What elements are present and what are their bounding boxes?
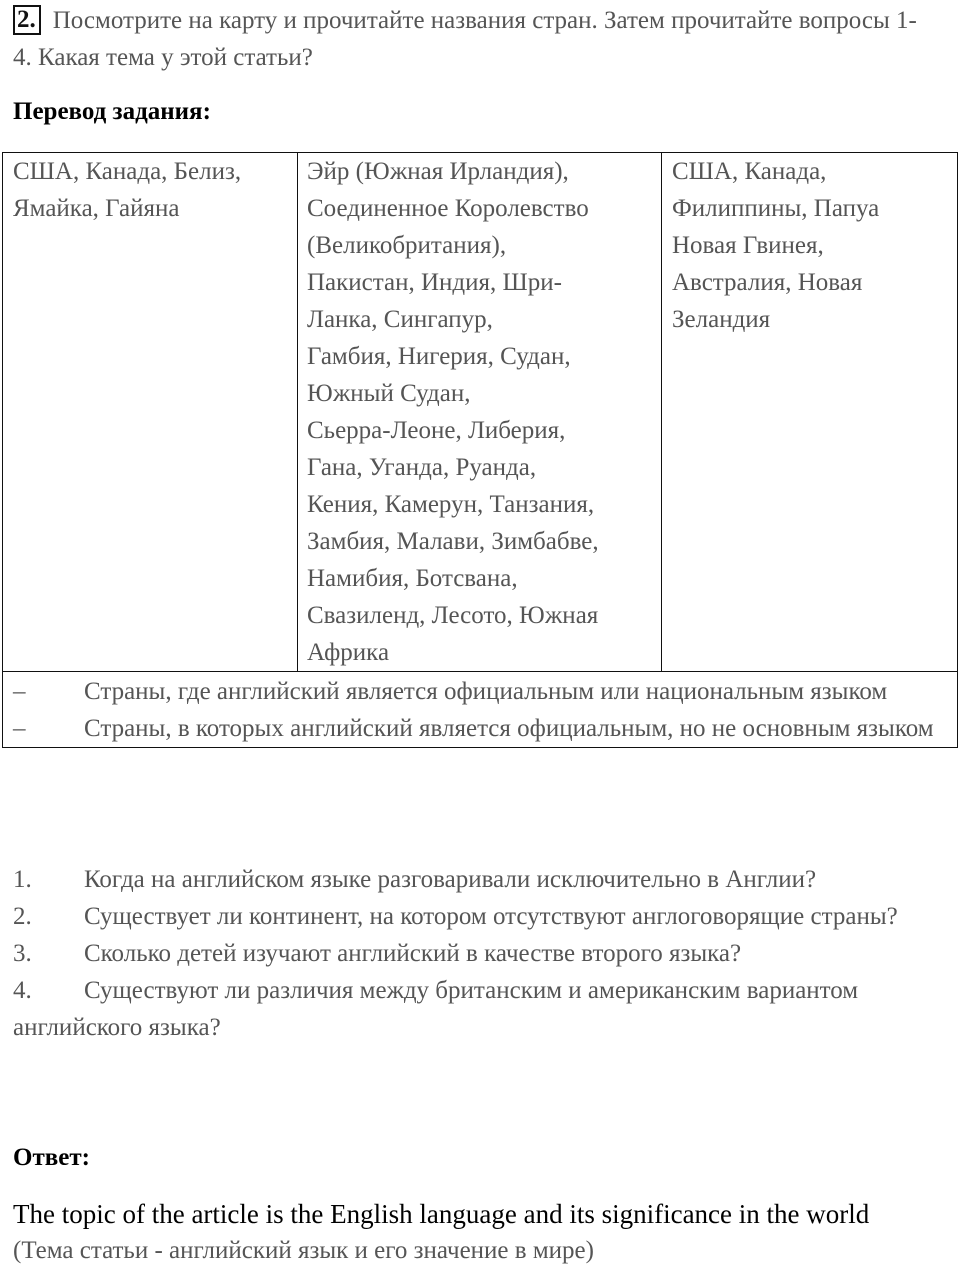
- table-cell-line: Ланка, Сингапур,: [307, 306, 493, 333]
- table-cell-line: Ямайка, Гайяна: [13, 195, 180, 222]
- dash-marker: –: [13, 678, 26, 705]
- table-cell-line: Свазиленд, Лесото, Южная: [307, 602, 599, 629]
- task-number: 2.: [13, 5, 41, 35]
- countries-column-3: [662, 153, 958, 672]
- questions-list: [13, 861, 943, 1046]
- legend-note-text: Страны, в которых английский является официальным, но не основным языком: [84, 715, 934, 742]
- question-text: Когда на английском языке разговаривали исключительно в Англии?: [84, 866, 817, 893]
- list-item: [13, 861, 943, 898]
- table-cell-line: США, Канада, Белиз,: [13, 158, 242, 185]
- list-item: [13, 972, 943, 1046]
- task-instruction: [13, 2, 933, 76]
- dash-marker: –: [13, 715, 26, 742]
- legend-cell: [3, 672, 958, 748]
- question-text: Существует ли континент, на котором отсутствуют англоговорящие страны?: [84, 903, 898, 930]
- table-cell-line: Сьерра-Леоне, Либерия,: [307, 417, 566, 444]
- table-cell-line: Новая Гвинея,: [672, 232, 824, 259]
- question-text: Существуют ли различия между британским и американским вариантом английского языка?: [13, 977, 859, 1041]
- legend-row: [3, 672, 958, 748]
- table-cell-line: Намибия, Ботсвана,: [307, 565, 518, 592]
- table-cell-line: Гана, Уганда, Руанда,: [307, 454, 537, 481]
- list-item: [13, 898, 943, 935]
- answer-russian: (Тема статьи - английский язык и его значение в мире): [13, 1237, 594, 1264]
- table-cell-line: Гамбия, Нигерия, Судан,: [307, 343, 571, 370]
- task-text: Посмотрите на карту и прочитайте названия стран. Затем прочитайте вопросы 1-4. Какая тема у этой статьи?: [13, 7, 917, 71]
- list-item: [13, 935, 943, 972]
- table-cell-line: Филиппины, Папуа: [672, 195, 880, 222]
- question-number: 4.: [13, 977, 32, 1004]
- table-cell-line: Южный Судан,: [307, 380, 471, 407]
- table-cell-line: Эйр (Южная Ирландия),: [307, 158, 569, 185]
- table-cell-line: (Великобритания),: [307, 232, 507, 259]
- table-cell-line: Пакистан, Индия, Шри-: [307, 269, 562, 296]
- table-cell-line: Австралия, Новая: [672, 269, 863, 296]
- table-cell-line: Соединенное Королевство: [307, 195, 589, 222]
- question-number: 2.: [13, 903, 32, 930]
- answer-heading: Ответ:: [13, 1144, 90, 1171]
- question-text: Сколько детей изучают английский в качестве второго языка?: [84, 940, 742, 967]
- legend-note: [13, 673, 949, 710]
- legend-note: [13, 710, 949, 747]
- countries-table: [2, 152, 958, 748]
- translation-heading: Перевод задания:: [13, 98, 211, 125]
- answer-english: The topic of the article is the English language and its significance in the world: [13, 1199, 870, 1229]
- table-cell-line: США, Канада,: [672, 158, 827, 185]
- countries-column-2: [298, 153, 662, 672]
- table-cell-line: Замбия, Малави, Зимбабве,: [307, 528, 599, 555]
- countries-column-1: [3, 153, 298, 672]
- table-cell-line: Кения, Камерун, Танзания,: [307, 491, 595, 518]
- table-cell-line: Зеландия: [672, 306, 771, 333]
- table-cell-line: Африка: [307, 639, 390, 666]
- question-number: 3.: [13, 940, 32, 967]
- countries-row: [3, 153, 958, 672]
- legend-note-text: Страны, где английский является официальным или национальным языком: [84, 678, 888, 705]
- question-number: 1.: [13, 866, 32, 893]
